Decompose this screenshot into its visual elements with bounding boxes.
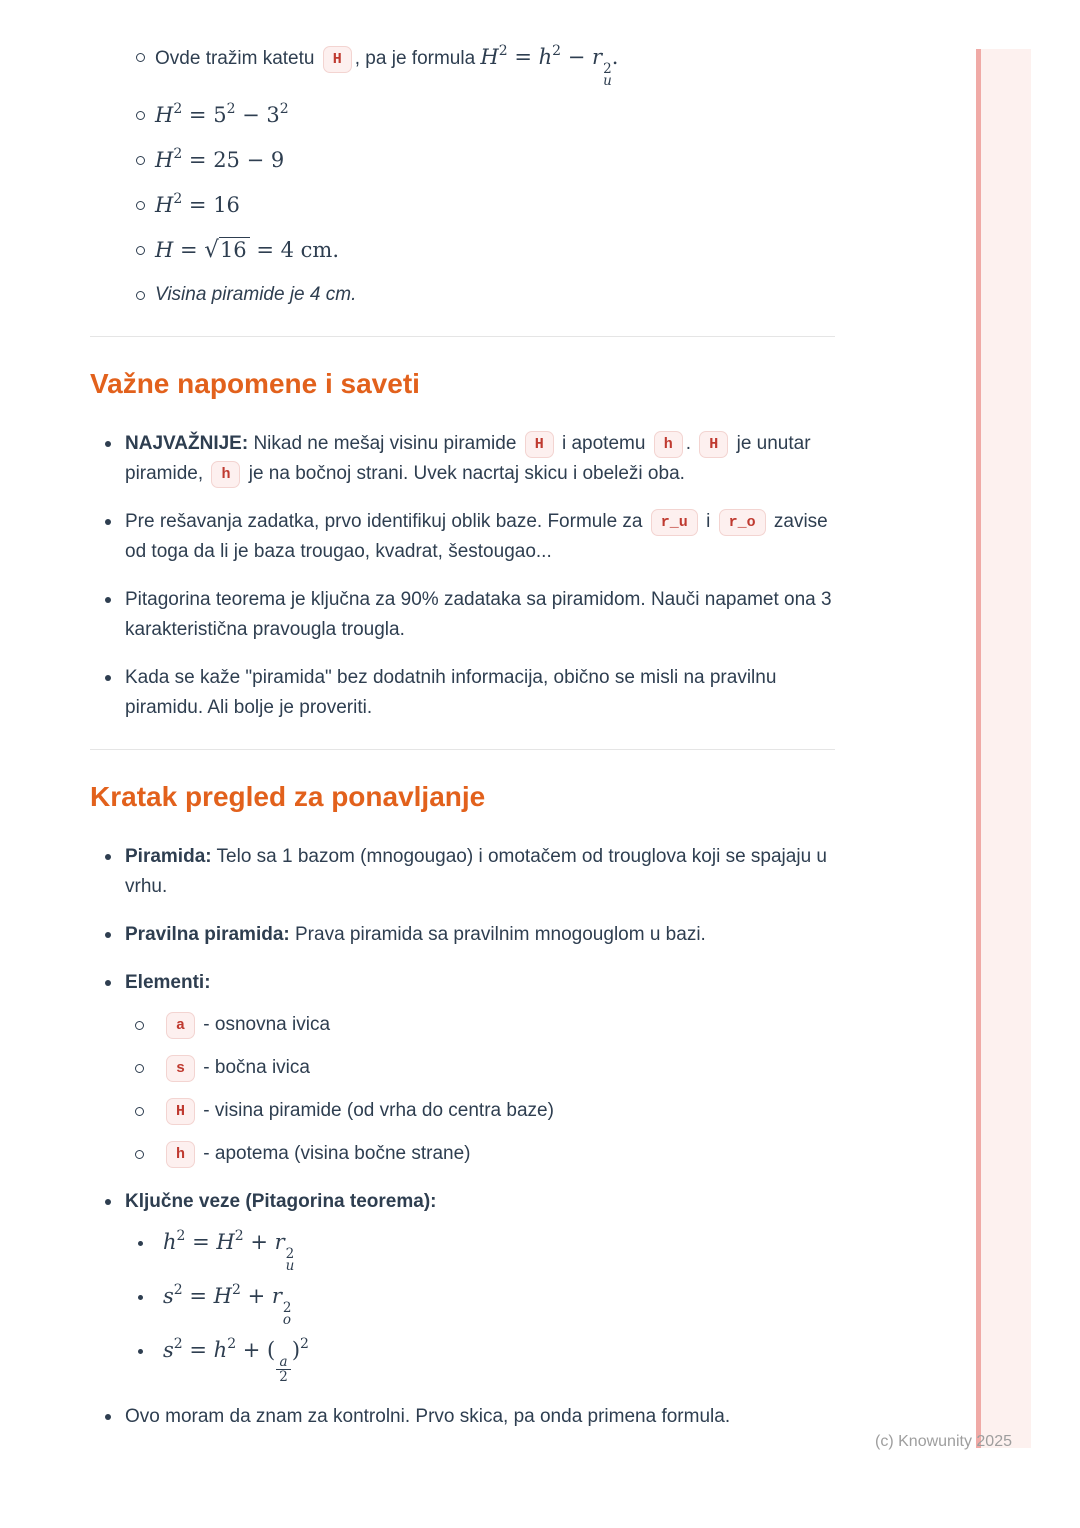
review-bullet-list [90, 842, 835, 1432]
element-text: - bočna ivica [203, 1057, 310, 1078]
document-content [90, 42, 835, 1450]
step-text: Ovde tražim katetu [155, 48, 315, 69]
note-text: Nikad ne mešaj visinu piramide [248, 433, 517, 454]
term-label: Piramida: [125, 846, 212, 867]
solution-step [90, 145, 835, 177]
code-badge-a: a [166, 1012, 195, 1039]
term-label: Ključne veze (Pitagorina teorema): [125, 1191, 437, 1212]
review-item-elements [90, 968, 835, 1169]
section-title-review: Kratak pregled za ponavljanje [90, 781, 486, 812]
code-badge-r_o: r_o [719, 509, 766, 536]
code-badge-h: h [166, 1141, 195, 1168]
code-badge-H: H [166, 1098, 195, 1125]
section-divider [90, 336, 835, 337]
notes-bullet-list [90, 429, 835, 723]
code-badge-h: h [211, 461, 240, 488]
note-item [90, 663, 835, 723]
solution-step [90, 190, 835, 222]
note-text: je unutar piramide, [125, 433, 811, 484]
note-text: Kada se kaže "piramida" bez dodatnih informacija, obično se misli na pravilnu piramidu. Ali bolje je proveriti. [125, 667, 777, 718]
review-item [90, 842, 835, 902]
element-item [125, 1053, 835, 1083]
note-item [90, 507, 835, 567]
solution-step [90, 235, 835, 267]
math-formula: $H^2 = 25 - 9$ [155, 146, 285, 172]
review-item [90, 1402, 835, 1432]
math-formula: $h^2 = H^2 + r$ 2 u [163, 1228, 295, 1274]
code-badge-r_u: r_u [651, 509, 698, 536]
note-text: Pitagorina teorema je ključna za 90% zadataka sa piramidom. Nauči napamet ona 3 karakteristična pravougla trougla. [125, 589, 832, 640]
key-relation [125, 1227, 835, 1272]
solution-conclusion: Visina piramide je 4 cm. [155, 284, 357, 305]
math-formula: $H^2 = 16$ [155, 191, 240, 217]
element-item [125, 1139, 835, 1169]
math-formula: $H^2 = 5^2 - 3^2$ [155, 101, 289, 127]
element-text: - apotema (visina bočne strane) [203, 1143, 471, 1164]
review-item [90, 920, 835, 950]
term-label: Pravilna piramida: [125, 924, 290, 945]
element-item [125, 1096, 835, 1126]
section-title-notes: Važne napomene i saveti [90, 368, 420, 399]
term-text: Ovo moram da znam za kontrolni. Prvo skica, pa onda primena formula. [125, 1406, 731, 1427]
key-relations-list [125, 1227, 835, 1384]
note-text: i [706, 511, 711, 532]
math-formula: $H^2 = h^2 - r$ 2 u . [480, 43, 619, 89]
note-text: je na bočnoj strani. Uvek nacrtaj skicu i obeleži oba. [248, 463, 685, 484]
code-badge-H: H [323, 46, 352, 73]
term-text: Telo sa 1 bazom (mnogougao) i omotačem od trouglova koji se spajaju u vrhu. [125, 846, 827, 897]
note-item [90, 585, 835, 645]
copyright-footer: (c) Knowunity 2025 [875, 1433, 1012, 1450]
note-text: zavise od toga da li je baza trougao, kvadrat, šestougao... [125, 511, 828, 562]
note-item [90, 429, 835, 489]
elements-list [125, 1010, 835, 1169]
solution-step [90, 100, 835, 132]
note-text: Pre rešavanja zadatka, prvo identifikuj oblik baze. Formule za [125, 511, 643, 532]
math-formula: $s^2 = h^2$ + ( $\frac{a}{2}$ )$^2$ [163, 1336, 309, 1385]
code-badge-h: h [654, 431, 683, 458]
note-label: NAJVAŽNIJE: [125, 433, 249, 454]
solution-steps-list [90, 42, 835, 310]
code-badge-H: H [525, 431, 554, 458]
note-text: . [685, 433, 692, 454]
term-text: Prava piramida sa pravilnim mnogouglom u bazi. [289, 924, 706, 945]
code-badge-H: H [699, 431, 728, 458]
code-badge-s: s [166, 1055, 195, 1082]
element-item [125, 1010, 835, 1040]
key-relation [125, 1281, 835, 1326]
review-item-key-relations [90, 1187, 835, 1384]
solution-step [90, 42, 835, 87]
step-text: , pa je formula [354, 48, 481, 69]
term-label: Elementi: [125, 972, 211, 993]
math-formula: $s^2 = H^2 + r$ 2 o [163, 1282, 292, 1328]
section-divider [90, 749, 835, 750]
math-formula: H = √16 = 4 cm. [155, 237, 340, 263]
key-relation [125, 1335, 835, 1384]
solution-step [90, 280, 835, 310]
element-text: - visina piramide (od vrha do centra baze) [203, 1100, 554, 1121]
note-text: i apotemu [561, 433, 646, 454]
page-edge-decoration-bar [976, 49, 1031, 1448]
element-text: - osnovna ivica [203, 1014, 331, 1035]
